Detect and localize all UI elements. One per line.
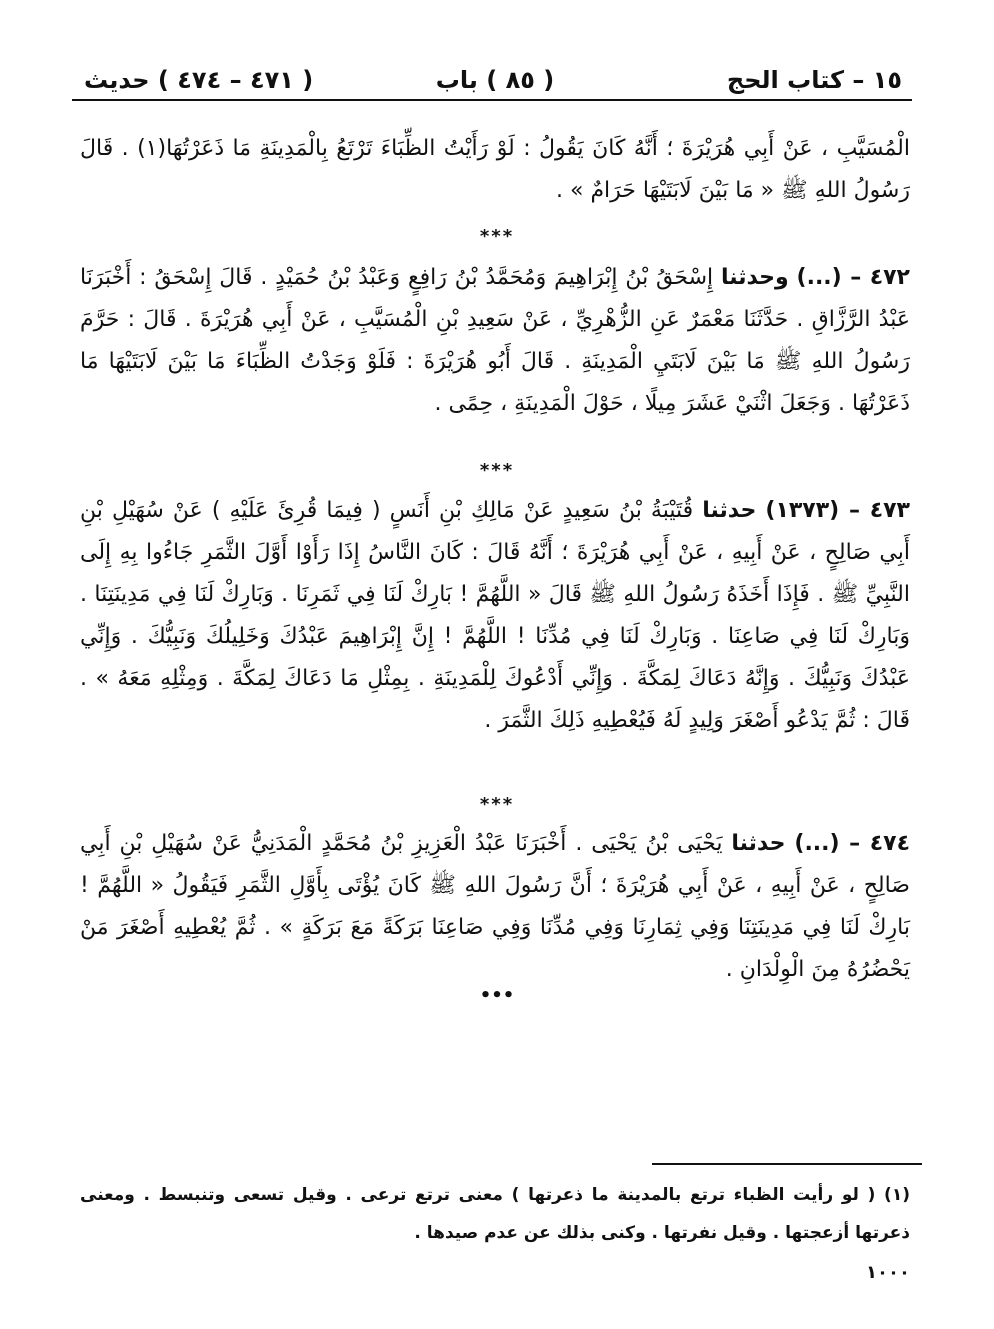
page-number: ١٠٠٠ — [866, 1262, 910, 1283]
header-rule — [72, 99, 912, 101]
hadith-range: ( ٤٧١ – ٤٧٤ ) حديث — [84, 66, 314, 94]
separator-stars: *** — [479, 226, 515, 247]
hadith-473 — [80, 490, 910, 742]
footnote-text: (١) ( لو رأيت الظباء ترتع بالمدينة ما ذعرتها ) معنى ترتع ترعى . وقيل تسعى وتنبسط . ومعنى ذعرتها أزعجتها . وقيل نفرتها . وكنى بذلك عن عدم صيدها . — [80, 1185, 910, 1243]
book-title: ١٥ – كتاب الحج — [726, 66, 902, 94]
narration-opening: حدثنا — [702, 498, 757, 523]
separator-stars: *** — [479, 794, 515, 815]
section-end-dots: ••• — [479, 985, 515, 1006]
passage-text: الْمُسَيَّبِ ، عَنْ أَبِي هُرَيْرَةَ ؛ أَنَّهُ كَانَ يَقُولُ : لَوْ رَأَيْتُ الظِّبَاءَ تَرْتَعُ بِالْمَدِينَةِ مَا ذَعَرْتُهَا(١) . قَالَ رَسُولُ اللهِ ﷺ « مَا بَيْنَ لَابَتَيْهَا حَرَامٌ » . — [80, 136, 910, 203]
hadith-474 — [80, 823, 910, 991]
hadith-text: قُتَيْبَةُ بْنُ سَعِيدٍ عَنْ مَالِكِ بْنِ أَنَسٍ ( فِيمَا قُرِئَ عَلَيْهِ ) عَنْ سُهَيْلِ بْنِ أَبِي صَالِحٍ ، عَنْ أَبِيهِ ، عَنْ أَبِي هُرَيْرَةَ ؛ أَنَّهُ قَالَ : كَانَ النَّاسُ إِذَا رَأَوْا أَوَّلَ الثَّمَرِ جَاءُوا بِهِ إِلَى النَّبِيِّ ﷺ . فَإِذَا أَخَذَهُ رَسُولُ اللهِ ﷺ قَالَ « اللَّهُمَّ ! بَارِكْ لَنَا فِي ثَمَرِنَا . وَبَارِكْ لَنَا فِي مَدِينَتِنَا . وَبَارِكْ لَنَا فِي صَاعِنَا . وَبَارِكْ لَنَا فِي مُدِّنَا ! اللَّهُمَّ ! إِنَّ إِبْرَاهِيمَ عَبْدُكَ وَخَلِيلُكَ وَنَبِيُّكَ . وَإِنِّي عَبْدُكَ وَنَبِيُّكَ . وَإِنَّهُ دَعَاكَ لِمَكَّةَ . وَإِنِّي أَدْعُوكَ لِلْمَدِينَةِ . بِمِثْلِ مَا دَعَاكَ لِمَكَّةَ . وَمِثْلِهِ مَعَهُ » . قَالَ : ثُمَّ يَدْعُو أَصْغَرَ وَلِيدٍ لَهُ فَيُعْطِيهِ ذَلِكَ الثَّمَرَ . — [80, 498, 910, 733]
separator-stars: *** — [479, 460, 515, 481]
hadith-number: ٤٧٢ – (...) — [796, 265, 910, 290]
hadith-text: إِسْحَقُ بْنُ إِبْرَاهِيمَ وَمُحَمَّدُ بْنُ رَافِعٍ وَعَبْدُ بْنُ حُمَيْدٍ . قَالَ إِسْحَقُ : أَخْبَرَنَا عَبْدُ الرَّزَّاقِ . حَدَّثَنَا مَعْمَرٌ عَنِ الزُّهْرِيِّ ، عَنْ سَعِيدِ بْنِ الْمُسَيَّبِ ، عَنْ أَبِي هُرَيْرَةَ . قَالَ : حَرَّمَ رَسُولُ اللهِ ﷺ مَا بَيْنَ لَابَتَيِ الْمَدِينَةِ . قَالَ أَبُو هُرَيْرَةَ : فَلَوْ وَجَدْتُ الظِّبَاءَ مَا بَيْنَ لَابَتَيْهَا مَا ذَعَرْتُهَا . وَجَعَلَ اثْنَيْ عَشَرَ مِيلًا ، حَوْلَ الْمَدِينَةِ ، حِمًى . — [80, 265, 910, 416]
hadith-text: يَحْيَى بْنُ يَحْيَى . أَخْبَرَنَا عَبْدُ الْعَزِيزِ بْنُ مُحَمَّدٍ الْمَدَنِيُّ عَنْ سُهَيْلِ بْنِ أَبِي صَالِحٍ ، عَنْ أَبِيهِ ، عَنْ أَبِي هُرَيْرَةَ ؛ أَنَّ رَسُولَ اللهِ ﷺ كَانَ يُؤْتَى بِأَوَّلِ الثَّمَرِ فَيَقُولُ « اللَّهُمَّ ! بَارِكْ لَنَا فِي مَدِينَتِنَا وَفِي ثِمَارِنَا وَفِي مُدِّنَا وَفِي صَاعِنَا بَرَكَةً مَعَ بَرَكَةٍ » . ثُمَّ يُعْطِيهِ أَصْغَرَ مَنْ يَحْضُرُهُ مِنَ الْوِلْدَانِ . — [80, 831, 910, 982]
passage-continuation — [80, 128, 910, 212]
hadith-472 — [80, 257, 910, 425]
narration-opening: وحدثنا — [720, 265, 789, 290]
footnote-rule — [652, 1163, 922, 1165]
footnote — [80, 1176, 910, 1252]
narration-opening: حدثنا — [731, 831, 786, 856]
hadith-number: ٤٧٣ – (١٣٧٣) — [765, 498, 910, 523]
hadith-number: ٤٧٤ – (...) — [794, 831, 911, 856]
chapter-label: ( ٨٥ ) باب — [435, 66, 555, 94]
